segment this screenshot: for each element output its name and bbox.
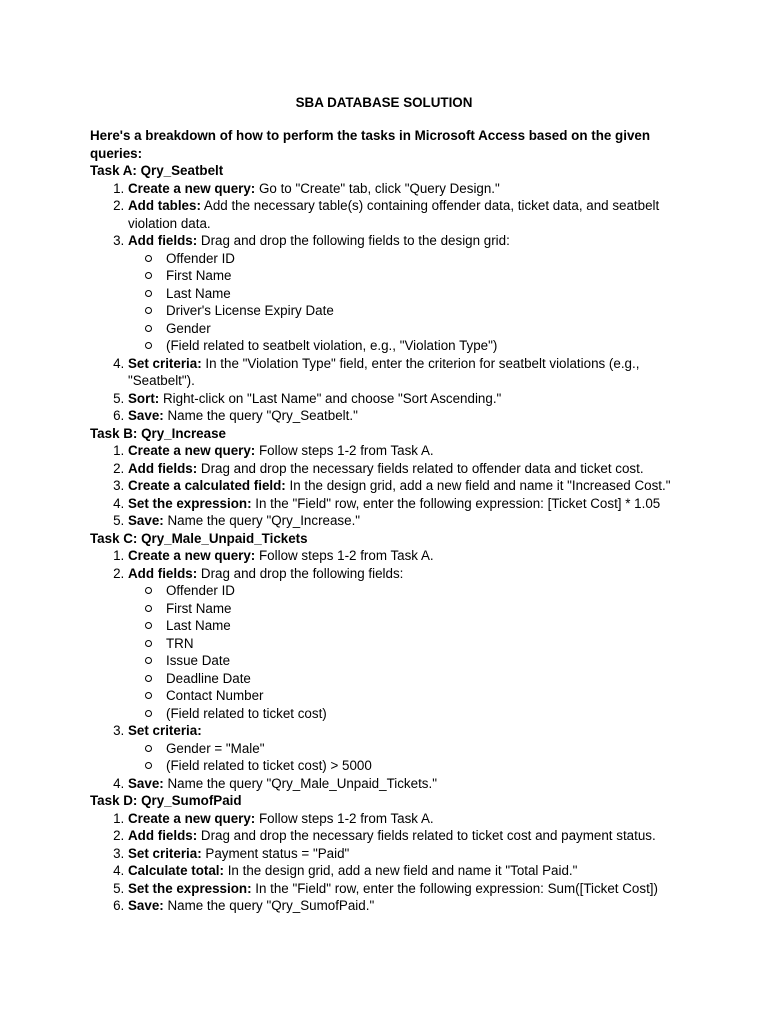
step-text: Name the query "Qry_SumofPaid." xyxy=(163,898,375,913)
sub-list-item: Gender = "Male" xyxy=(166,740,690,758)
step-label: Set criteria: xyxy=(128,845,202,861)
step-text: In the "Violation Type" field, enter the criterion for seatbelt violations (e.g., "Seatbelt"). xyxy=(128,355,640,388)
step-text: In the design grid, add a new field and name it "Increased Cost." xyxy=(285,478,671,493)
step-label: Set the expression: xyxy=(128,495,252,511)
step-text: Name the query "Qry_Seatbelt." xyxy=(163,408,358,423)
step-item xyxy=(128,495,690,513)
step-item xyxy=(128,355,690,390)
step-text: In the design grid, add a new field and name it "Total Paid." xyxy=(223,863,578,878)
step-label: Add fields: xyxy=(128,460,198,476)
step-label: Add fields: xyxy=(128,233,198,248)
step-text: Drag and drop the necessary fields related to offender data and ticket cost. xyxy=(197,460,644,476)
step-item xyxy=(128,407,690,425)
step-label: Create a new query: xyxy=(128,443,256,458)
task-steps xyxy=(90,442,690,530)
step-item xyxy=(128,547,690,565)
step-text: Drag and drop the necessary fields related to ticket cost and payment status. xyxy=(197,828,656,843)
step-item xyxy=(128,880,690,898)
sub-list-item: (Field related to ticket cost) xyxy=(166,705,690,723)
step-text: Drag and drop the following fields: xyxy=(197,565,404,581)
sub-list-item: TRN xyxy=(166,635,690,653)
step-label: Create a new query: xyxy=(128,548,256,563)
step-item xyxy=(128,442,690,460)
step-label: Add fields: xyxy=(128,828,198,843)
step-item xyxy=(128,180,690,198)
step-label: Calculate total: xyxy=(128,863,224,878)
step-item xyxy=(128,775,690,793)
sub-list xyxy=(128,582,690,722)
sub-list-item: Gender xyxy=(166,320,690,338)
step-text: Add the necessary table(s) containing offender data, ticket data, and seatbelt violation data. xyxy=(128,198,660,231)
sub-list-item: Deadline Date xyxy=(166,670,690,688)
step-item xyxy=(128,565,690,723)
sub-list-item: (Field related to ticket cost) > 5000 xyxy=(166,757,690,775)
step-item xyxy=(128,827,690,845)
step-item xyxy=(128,845,690,863)
step-label: Create a new query: xyxy=(128,180,256,196)
sub-list-item: Issue Date xyxy=(166,652,690,670)
step-label: Sort: xyxy=(128,390,160,406)
sub-list-item: Contact Number xyxy=(166,687,690,705)
task-steps xyxy=(90,810,690,915)
step-item xyxy=(128,810,690,828)
sub-list xyxy=(128,740,690,775)
step-item xyxy=(128,477,690,495)
sub-list-item: Offender ID xyxy=(166,582,690,600)
step-label: Save: xyxy=(128,513,164,528)
sub-list-item: Driver's License Expiry Date xyxy=(166,302,690,320)
task-heading: Task B: Qry_Increase xyxy=(90,425,226,441)
step-text: Follow steps 1-2 from Task A. xyxy=(255,443,434,458)
step-item xyxy=(128,232,690,355)
sub-list-item: (Field related to seatbelt violation, e.g., "Violation Type") xyxy=(166,337,690,355)
task-list xyxy=(90,162,690,915)
sub-list-item: First Name xyxy=(166,600,690,618)
task-heading: Task C: Qry_Male_Unpaid_Tickets xyxy=(90,530,308,546)
step-text: Name the query "Qry_Male_Unpaid_Tickets." xyxy=(163,775,437,791)
sub-list-item: Last Name xyxy=(166,285,690,303)
step-text: Follow steps 1-2 from Task A. xyxy=(255,548,434,563)
task-steps xyxy=(90,547,690,792)
step-item xyxy=(128,512,690,530)
step-label: Create a new query: xyxy=(128,810,256,826)
step-label: Set criteria: xyxy=(128,723,202,738)
step-label: Save: xyxy=(128,775,164,791)
step-label: Set the expression: xyxy=(128,880,252,896)
step-label: Add fields: xyxy=(128,565,198,581)
document-title: SBA DATABASE SOLUTION xyxy=(295,95,473,110)
step-label: Add tables: xyxy=(128,198,201,213)
task-heading: Task A: Qry_Seatbelt xyxy=(90,163,224,178)
step-label: Save: xyxy=(128,408,164,423)
step-item xyxy=(128,460,690,478)
sub-list-item: Last Name xyxy=(166,617,690,635)
step-item xyxy=(128,722,690,775)
step-item xyxy=(128,862,690,880)
task-heading: Task D: Qry_SumofPaid xyxy=(90,793,242,808)
task-steps xyxy=(90,180,690,425)
sub-list-item: First Name xyxy=(166,267,690,285)
step-text: Name the query "Qry_Increase." xyxy=(163,513,361,528)
step-text: In the "Field" row, enter the following expression: [Ticket Cost] * 1.05 xyxy=(251,495,661,511)
step-item xyxy=(128,390,690,408)
document-body xyxy=(90,127,690,915)
step-text: Payment status = "Paid" xyxy=(201,845,350,861)
step-item xyxy=(128,197,690,232)
step-text: Drag and drop the following fields to the design grid: xyxy=(197,233,510,248)
step-text: In the "Field" row, enter the following expression: Sum([Ticket Cost]) xyxy=(251,880,658,896)
step-item xyxy=(128,897,690,915)
sub-list-item: Offender ID xyxy=(166,250,690,268)
step-text: Go to "Create" tab, click "Query Design." xyxy=(255,180,500,196)
sub-list xyxy=(128,250,690,355)
step-label: Create a calculated field: xyxy=(128,478,286,493)
step-label: Set criteria: xyxy=(128,355,202,371)
step-text: Follow steps 1-2 from Task A. xyxy=(255,810,434,826)
step-text: Right-click on "Last Name" and choose "Sort Ascending." xyxy=(159,390,502,406)
step-label: Save: xyxy=(128,898,164,913)
intro-paragraph: Here's a breakdown of how to perform the tasks in Microsoft Access based on the given queries: xyxy=(90,128,651,161)
